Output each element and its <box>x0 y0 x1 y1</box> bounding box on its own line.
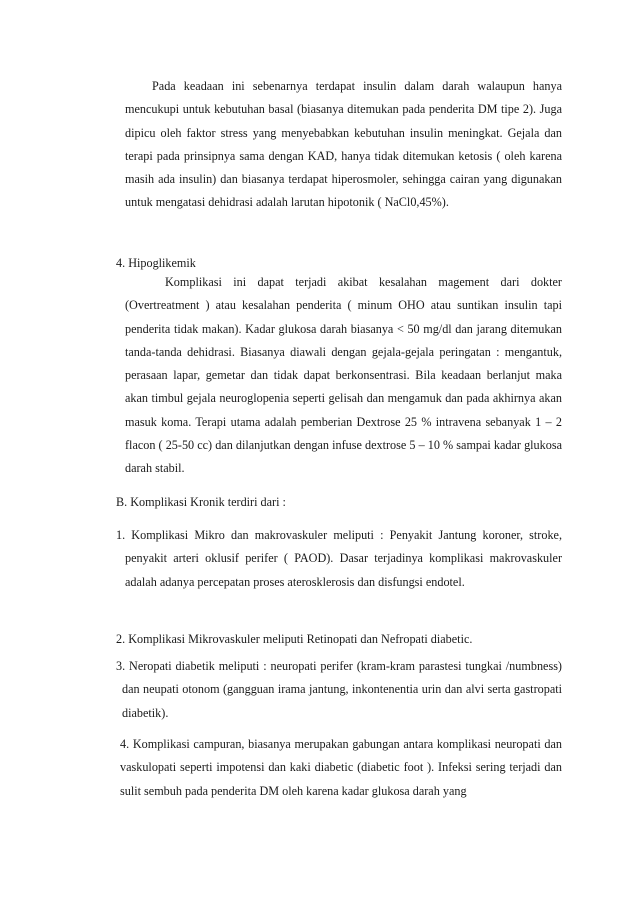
list-item-mikro-makrovaskuler: 1. Komplikasi Mikro dan makrovaskuler meliputi : Penyakit Jantung koroner, stroke, penyakit arteri oklusif perifer ( PAOD). Dasar terjadinya komplikasi makrovaskuler adalah adanya percepatan proses aterosklerosis dan disfungsi endotel. <box>116 528 562 589</box>
section-heading-hipoglikemik: 4. Hipoglikemik <box>116 256 196 270</box>
hipoglikemik-paragraph: Komplikasi ini dapat terjadi akibat kesalahan magement dari dokter (Overtreatment ) atau kesalahan penderita ( minum OHO atau suntikan insulin tapi penderita tidak makan). Kadar glukosa darah biasanya < 50 mg/dl dan jarang ditemukan tanda-tanda dehidrasi. Biasanya diawali dengan gejala-gejala peringatan : mengantuk, perasaan lapar, gemetar dan tidak dapat berkonsentrasi. Bila keadaan berlanjut maka akan timbul gejala neuroglopenia seperti gelisah dan mengamuk dan pada akhirnya akan masuk koma. Terapi utama adalah pemberian Dextrose 25 % intravena sebanyak 1 – 2 flacon ( 25-50 cc) dan dilanjutkan dengan infuse dextrose 5 – 10 % sampai kadar glukosa darah stabil. <box>125 275 562 476</box>
list-item-neropati: 3. Neropati diabetik meliputi : neuropati perifer (kram-kram parastesi tungkai /numbness) dan neupati otonom (gangguan irama jantung, inkontenentia urin dan alvi serta gastropati diabetik). <box>116 659 562 720</box>
list-item-mikrovaskuler: 2. Komplikasi Mikrovaskuler meliputi Retinopati dan Nefropati diabetic. <box>116 632 473 646</box>
section-heading-kronik: B. Komplikasi Kronik terdiri dari : <box>116 495 286 509</box>
list-item-komplikasi-campuran: 4. Komplikasi campuran, biasanya merupakan gabungan antara komplikasi neuropati dan vaskulopati seperti impotensi dan kaki diabetic (diabetic foot ). Infeksi sering terjadi dan sulit sembuh pada penderita DM oleh karena kadar glukosa darah yang <box>120 737 562 798</box>
intro-paragraph: Pada keadaan ini sebenarnya terdapat insulin dalam darah walaupun hanya mencukupi untuk kebutuhan basal (biasanya ditemukan pada penderita DM tipe 2). Juga dipicu oleh faktor stress yang menyebabkan kebutuhan insulin meningkat. Gejala dan terapi pada prinsipnya sama dengan KAD, hanya tidak ditemukan ketosis ( oleh karena masih ada insulin) dan biasanya terdapat hiperosmoler, sehingga cairan yang digunakan untuk mengatasi dehidrasi adalah larutan hipotonik ( NaCl0,45%). <box>125 79 562 210</box>
